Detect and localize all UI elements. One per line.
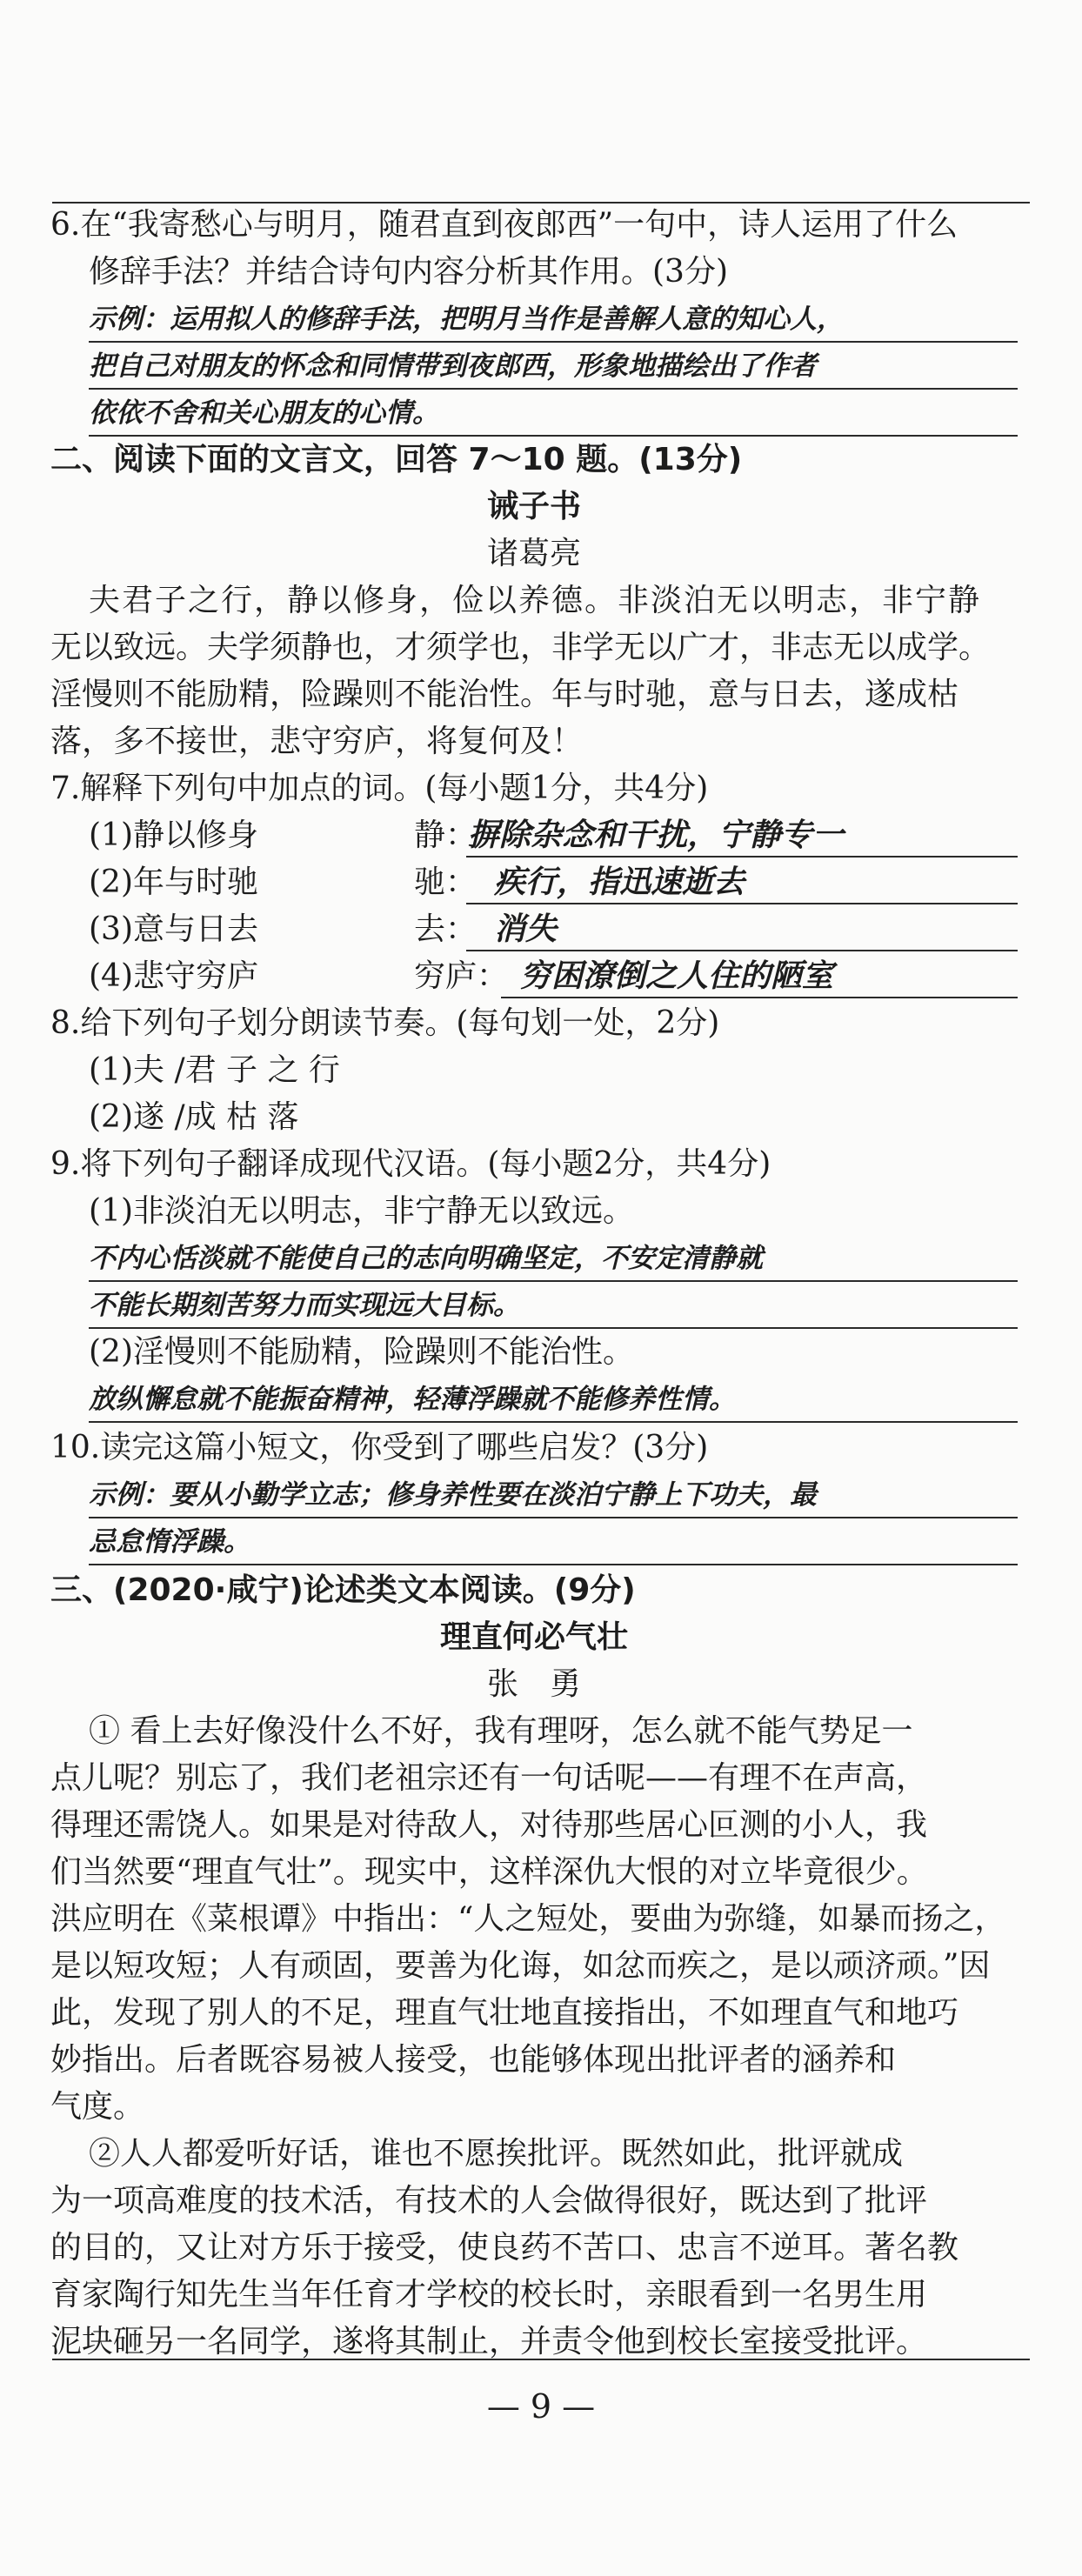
q9-answer-2: 放纵懈怠就不能振奋精神，轻薄浮躁就不能修养性情。 <box>89 1384 736 1415</box>
q7-item-1-word: 静： <box>414 818 478 853</box>
q7-item-2-word: 驰： <box>414 864 478 900</box>
q6-answer-2: 把自己对朋友的怀念和同情带到夜郎西，形象地描绘出了作者 <box>89 350 817 382</box>
answer-underline <box>466 903 1018 904</box>
answer-underline <box>466 856 1018 858</box>
q9-item-1: (1)非淡泊无以明志，非宁静无以致远。 <box>89 1193 634 1229</box>
section2-para-line-1: 夫君子之行，静以修身，俭以养德。非淡泊无以明志，非宁静 <box>89 583 982 618</box>
q6-line-1: 6.在“我寄愁心与明月，随君直到夜郎西”一句中，诗人运用了什么 <box>50 207 958 243</box>
section3-line: 们当然要“理直气壮”。现实中，这样深仇大恨的对立毕竟很少。 <box>50 1854 928 1890</box>
section2-author: 诸葛亮 <box>486 536 581 571</box>
page-number: — 9 — <box>486 2387 596 2426</box>
q7-item-2-answer: 疾行，指迅速逝去 <box>494 864 745 900</box>
section2-heading: 二、阅读下面的文言文，回答 7～10 题。(13分) <box>50 442 743 477</box>
section3-line: 洪应明在《菜根谭》中指出：“人之短处，要曲为弥缝，如暴而扬之， <box>50 1901 1006 1937</box>
section3-line: 是以短攻短；人有顽固，要善为化诲，如忿而疾之，是以顽济顽。”因 <box>50 1948 991 1984</box>
section3-line: 育家陶行知先生当年任育才学校的校长时，亲眼看到一名男生用 <box>50 2277 928 2312</box>
q6-line-2: 修辞手法？并结合诗句内容分析其作用。(3分) <box>89 254 728 290</box>
q7-item-1-answer: 摒除杂念和干扰，宁静专一 <box>468 818 845 853</box>
section3-line: 的目的，又让对方乐于接受，使良药不苦口、忠言不逆耳。著名教 <box>50 2230 959 2266</box>
q7-item-3-label: (3)意与日去 <box>89 911 258 947</box>
answer-underline <box>89 1421 1018 1423</box>
section3-heading: 三、(2020·咸宁)论述类文本阅读。(9分) <box>50 1572 636 1608</box>
bottom-rule <box>52 2359 1030 2360</box>
q7-item-4-label: (4)悲守穷庐 <box>89 958 258 994</box>
q8-item-2: (2)遂 /成 枯 落 <box>89 1099 299 1135</box>
q10-answer-2: 忌怠惰浮躁。 <box>89 1526 250 1558</box>
q9-item-2: (2)淫慢则不能励精，险躁则不能治性。 <box>89 1334 634 1370</box>
section3-line: ②人人都爱听好话，谁也不愿挨批评。既然如此，批评就成 <box>89 2136 904 2172</box>
q7-item-4-word: 穷庐： <box>414 958 509 994</box>
section2-title: 诫子书 <box>486 489 581 524</box>
q8-text: 8.给下列句子划分朗读节奏。(每句划一处，2分) <box>50 1005 720 1041</box>
q7-text: 7.解释下列句中加点的词。(每小题1分，共4分) <box>50 771 709 806</box>
answer-underline <box>466 950 1018 951</box>
section3-line: ① 看上去好像没什么不好，我有理呀，怎么就不能气势足一 <box>89 1713 913 1749</box>
section3-line: 点儿呢？别忘了，我们老祖宗还有一句话呢——有理不在声高， <box>50 1760 928 1796</box>
q9-text: 9.将下列句子翻译成现代汉语。(每小题2分，共4分) <box>50 1146 771 1182</box>
section2-para-line-4: 落，多不接世，悲守穷庐，将复何及！ <box>50 724 584 759</box>
answer-underline <box>501 997 1018 998</box>
q10-answer-1: 示例：要从小勤学立志；修身养性要在淡泊宁静上下功夫，最 <box>89 1479 817 1511</box>
q7-item-3-answer: 消失 <box>494 911 558 947</box>
q8-item-1: (1)夫 /君 子 之 行 <box>89 1052 340 1088</box>
q6-answer-3: 依依不舍和关心朋友的心情。 <box>89 397 439 429</box>
q10-text: 10.读完这篇小短文，你受到了哪些启发？(3分) <box>50 1430 709 1465</box>
q9-answer-1a: 不内心恬淡就不能使自己的志向明确坚定，不安定清静就 <box>89 1243 763 1274</box>
answer-underline <box>89 1564 1018 1565</box>
section2-para-line-3: 淫慢则不能励精，险躁则不能治性。年与时驰，意与日去，遂成枯 <box>50 677 959 712</box>
q7-item-1-label: (1)静以修身 <box>89 818 258 853</box>
section3-title: 理直何必气壮 <box>439 1619 628 1655</box>
section3-line: 此，发现了别人的不足，理直气壮地直接指出，不如理直气和地巧 <box>50 1995 959 2031</box>
q9-answer-1b: 不能长期刻苦努力而实现远大目标。 <box>89 1290 520 1321</box>
section3-author: 张 勇 <box>486 1666 581 1702</box>
q6-answer-1: 示例：运用拟人的修辞手法，把明月当作是善解人意的知心人， <box>89 304 844 335</box>
section3-line: 泥块砸另一名同学，遂将其制止，并责令他到校长室接受批评。 <box>50 2324 928 2359</box>
q7-item-4-answer: 穷困潦倒之人住的陋室 <box>520 958 834 994</box>
section3-line: 妙指出。后者既容易被人接受，也能够体现出批评者的涵养和 <box>50 2042 897 2078</box>
section3-line: 得理还需饶人。如果是对待敌人，对待那些居心叵测的小人，我 <box>50 1807 928 1843</box>
section3-line: 为一项高难度的技术活，有技术的人会做得很好，既达到了批评 <box>50 2183 928 2219</box>
section2-para-line-2: 无以致远。夫学须静也，才须学也，非学无以广才，非志无以成学。 <box>50 630 991 665</box>
q7-item-3-word: 去： <box>414 911 478 947</box>
q7-item-2-label: (2)年与时驰 <box>89 864 258 900</box>
section3-line: 气度。 <box>50 2089 145 2125</box>
